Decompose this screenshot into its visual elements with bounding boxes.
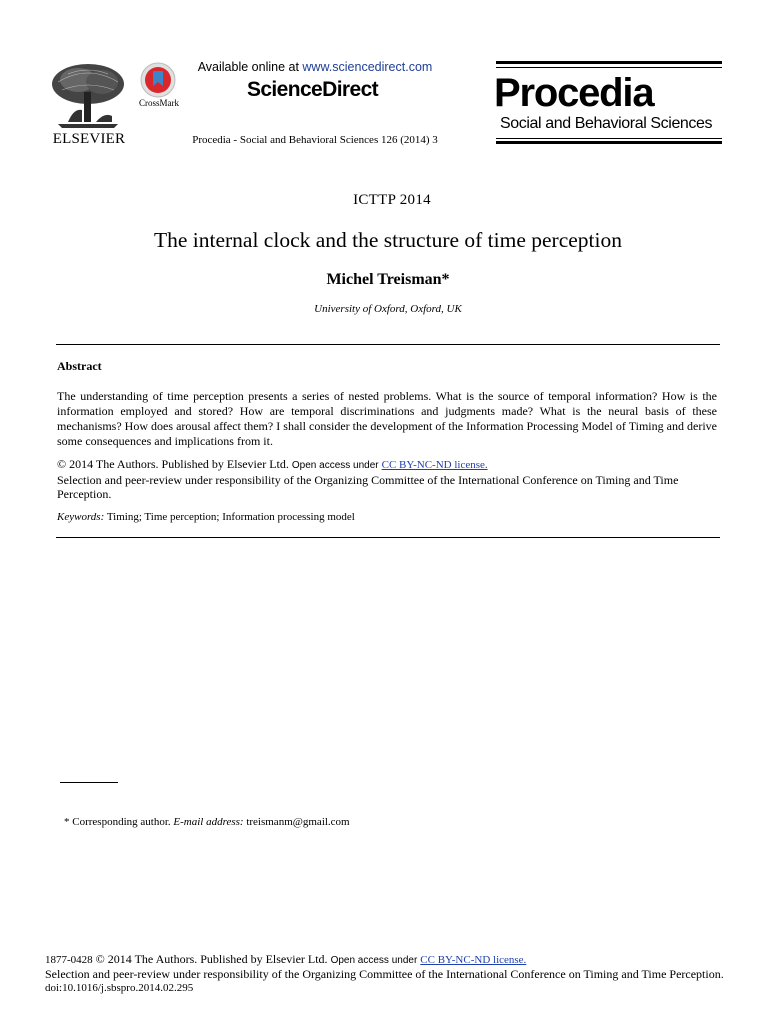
- footer-license-link[interactable]: CC BY-NC-ND license.: [420, 954, 527, 966]
- elsevier-tree-logo-icon: [48, 62, 128, 132]
- publisher-name: ELSEVIER: [52, 131, 126, 147]
- issn: 1877-0428: [45, 954, 93, 966]
- footnote-rule: [60, 782, 118, 783]
- procedia-rule-bottom-thin: [496, 138, 722, 139]
- author-name: Michel Treisman*: [326, 271, 450, 288]
- page-footer: [45, 953, 725, 996]
- procedia-rule-top: [496, 61, 722, 64]
- procedia-rule-bottom: [496, 141, 722, 144]
- sciencedirect-wordmark: ScienceDirect: [246, 78, 379, 101]
- footer-open-access-label: Open access under: [330, 955, 418, 966]
- peer-review-notice: Selection and peer-review under responsibility of the Organizing Committee of the International Conference on Timing and Time Perception.: [57, 473, 679, 501]
- corresponding-author-footnote: [64, 816, 350, 828]
- procedia-subtitle: Social and Behavioral Sciences: [500, 115, 713, 132]
- conference-name: ICTTP 2014: [353, 192, 431, 208]
- email-label: E-mail address:: [173, 816, 244, 828]
- procedia-wordmark: Procedia: [494, 71, 654, 115]
- crossmark-icon[interactable]: [140, 62, 176, 98]
- copyright-notice: © 2014 The Authors. Published by Elsevier Ltd.: [57, 457, 289, 471]
- doi[interactable]: doi:10.1016/j.sbspro.2014.02.295: [45, 982, 194, 994]
- keywords-label: Keywords:: [57, 511, 105, 523]
- footnote-prefix: * Corresponding author.: [64, 816, 171, 828]
- open-access-label: Open access under: [291, 460, 379, 471]
- available-prefix: Available online at: [197, 60, 303, 74]
- license-link[interactable]: CC BY-NC-ND license.: [381, 459, 488, 471]
- sciencedirect-link[interactable]: www.sciencedirect.com: [302, 60, 433, 74]
- abstract-rule-top: [56, 344, 720, 345]
- procedia-rule-top-thin: [496, 67, 722, 68]
- abstract-rule-bottom: [56, 537, 720, 538]
- author-email[interactable]: treismanm@gmail.com: [246, 816, 350, 828]
- journal-reference: Procedia - Social and Behavioral Sciences 126 (2014) 3: [192, 134, 438, 146]
- paper-title: The internal clock and the structure of time perception: [153, 228, 623, 252]
- keywords-line: [57, 511, 355, 523]
- footer-copyright: © 2014 The Authors. Published by Elsevier Ltd.: [95, 952, 328, 966]
- abstract-copyright-block: [57, 457, 717, 501]
- footer-peer-review: Selection and peer-review under responsibility of the Organizing Committee of the International Conference on Timing and Time Perception.: [45, 966, 724, 981]
- abstract-heading: Abstract: [57, 359, 102, 373]
- author-affiliation: University of Oxford, Oxford, UK: [314, 303, 462, 315]
- keywords-list: Timing; Time perception; Information processing model: [106, 511, 355, 523]
- available-online-line: [190, 60, 440, 74]
- crossmark-label: CrossMark: [139, 98, 179, 108]
- abstract-body: The understanding of time perception presents a series of nested problems. What is the source of temporal information? How is the information employed and stored? How are temporal discriminations and judgments made? What is the neural basis of these mechanisms? How does arousal affect them? I shall consider the development of the Information Processing Model of Timing and derive some consequences and implications from it.: [57, 389, 717, 448]
